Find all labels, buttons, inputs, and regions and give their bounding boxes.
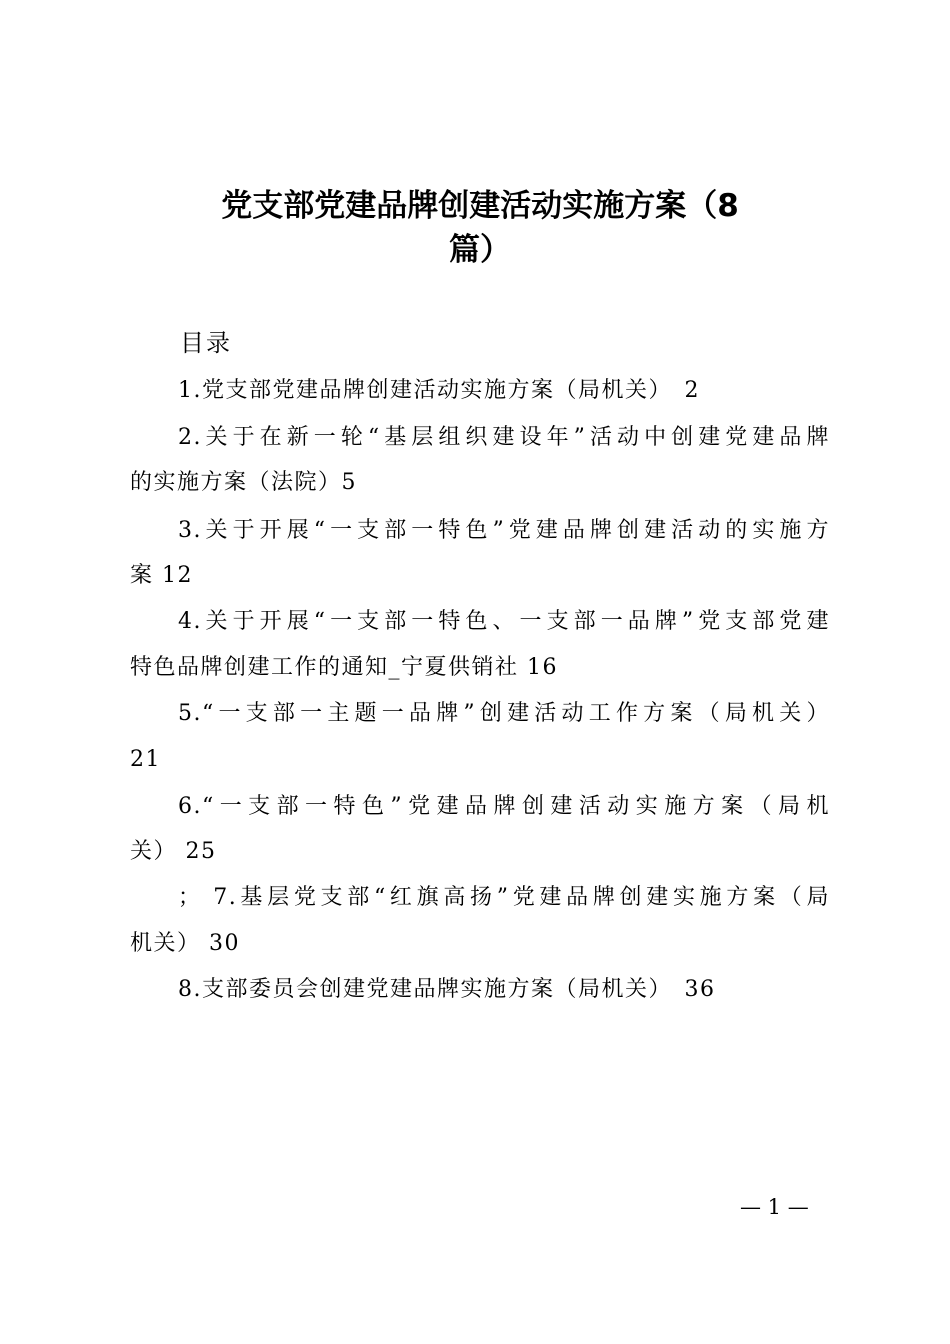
toc-entry-5-line-1: 5.“一支部一主题一品牌”创建活动工作方案（局机关） [178, 701, 830, 726]
toc-entry-3-line-1: 3.关于开展“一支部一特色”党建品牌创建活动的实施方 [178, 518, 830, 543]
document-title-line-2: 篇） [449, 232, 511, 268]
toc-heading: 目录 [180, 329, 232, 357]
toc-entry-2-line-1: 2.关于在新一轮“基层组织建设年”活动中创建党建品牌 [178, 425, 830, 450]
toc-entry-1: 1.党支部党建品牌创建活动实施方案（局机关） 2 [178, 378, 700, 403]
page-number-footer: — 1 — [740, 1195, 809, 1219]
toc-entry-6-line-2: 关） 25 [130, 839, 217, 864]
toc-entry-5-line-2: 21 [130, 747, 161, 772]
toc-entry-6-line-1: 6.“一支部一特色”党建品牌创建活动实施方案（局机 [178, 794, 830, 819]
toc-entry-3-line-2: 案 12 [130, 563, 193, 588]
toc-entry-4-line-1: 4.关于开展“一支部一特色、一支部一品牌”党支部党建 [178, 609, 830, 634]
toc-entry-4-line-2: 特色品牌创建工作的通知_宁夏供销社 16 [130, 655, 558, 680]
toc-entry-2-line-2: 的实施方案（法院）5 [130, 470, 357, 495]
toc-entry-7-line-2: 机关） 30 [130, 931, 240, 956]
toc-entry-7-line-1: ； 7.基层党支部“红旗高扬”党建品牌创建实施方案（局 [178, 885, 830, 910]
toc-entry-8: 8.支部委员会创建党建品牌实施方案（局机关） 36 [178, 977, 716, 1002]
document-title-line-1: 党支部党建品牌创建活动实施方案（8 [221, 188, 739, 224]
